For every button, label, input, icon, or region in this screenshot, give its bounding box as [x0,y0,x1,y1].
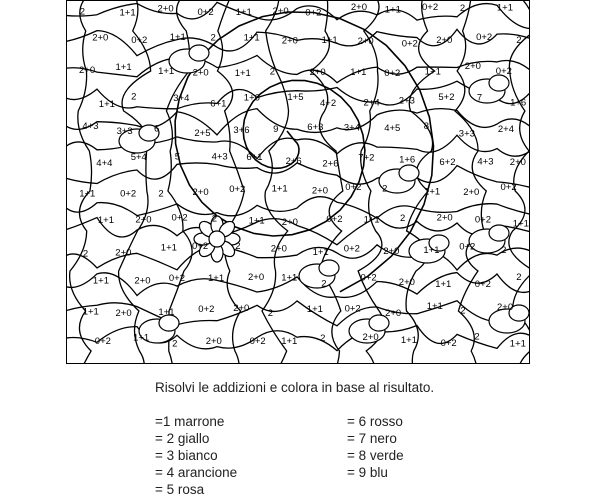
addition-label: 1+1 [160,242,177,254]
addition-label: 1+1 [115,62,132,73]
addition-label: 0+2 [495,66,512,78]
addition-label: 5+2 [438,91,455,103]
addition-label: 2+0 [192,187,209,198]
addition-label: 0+2 [345,182,362,194]
addition-label: 2+5 [194,128,211,140]
addition-label: 1+6 [399,154,416,166]
addition-label: 0+2 [171,212,188,224]
addition-label: 1+1 [133,332,150,344]
puzzle-drawing [67,1,530,364]
addition-label: 1+1 [350,66,367,78]
legend-item: = 4 arancione [155,465,238,480]
addition-label: 2 [459,3,466,14]
addition-label: 2 [269,66,276,78]
addition-label: 0+2 [440,338,457,349]
addition-label: 2+0 [281,217,298,229]
addition-label: 2 [382,183,388,195]
addition-label: 2 [158,188,164,200]
cloud-shape [189,45,209,61]
addition-label: 2 [501,244,507,256]
legend-item: =1 marrone [155,414,225,429]
addition-label: 2+0 [309,67,326,78]
addition-label: 2 [516,271,522,283]
addition-label: 0+2 [360,272,377,284]
addition-label: 1+1 [400,334,418,346]
addition-label: 2+0 [272,5,289,17]
addition-label: 1+1 [119,7,136,19]
addition-label: 1+1 [384,4,401,16]
addition-label: 0+2 [384,68,401,79]
addition-label: 2 [321,278,327,290]
addition-label: 2+0 [115,247,132,259]
addition-label: 0+2 [474,214,492,226]
addition-label: 7+2 [358,152,375,164]
addition-label: 2+0 [357,35,374,47]
addition-label: 2+0 [281,35,298,47]
addition-label: 1+6 [243,92,260,104]
addition-label: 1+1 [248,215,265,227]
addition-label: 2+0 [436,212,453,224]
addition-label: 2+0 [248,272,265,284]
addition-label: 5 [174,151,181,163]
cloud-shape [489,225,509,241]
addition-label: 1+1 [169,31,186,43]
addition-label: 2+0 [311,185,329,197]
addition-label: 2 [235,241,241,253]
color-by-number-puzzle [66,0,530,364]
addition-label: 2 [400,213,406,224]
addition-label: 5+4 [130,152,147,164]
addition-label: 1+1 [312,247,329,258]
addition-label: 2 [474,331,480,343]
addition-label: 1+1 [496,2,514,14]
addition-label: 1+1 [243,32,260,44]
addition-label: 1+1 [92,275,110,287]
addition-label: 1+1 [158,66,175,78]
legend-item: = 7 nero [347,431,397,446]
addition-label: 2+0 [350,1,368,13]
addition-label: 2+0 [92,32,109,44]
addition-label: 2+0 [134,275,151,287]
addition-label: 2+6 [285,156,302,168]
legend-item: = 8 verde [347,448,404,463]
addition-label: 3+6 [233,125,250,137]
addition-label: 2+0 [157,3,174,15]
addition-label: 9 [273,123,279,135]
addition-label: 2+0 [497,302,514,314]
addition-label: 2 [460,305,466,317]
addition-label: 0+2 [401,38,418,50]
addition-label: 0+2 [120,188,137,200]
addition-label: 0+2 [249,335,266,347]
addition-label: 1+1 [281,272,298,284]
addition-label: 2 [82,248,89,260]
addition-label: 1+1 [82,306,99,318]
addition-label: 4+3 [82,121,99,132]
addition-label: 2+0 [79,64,96,76]
addition-label: 1+1 [98,98,115,110]
addition-label: 2+0 [135,214,152,226]
addition-label: 2+0 [463,186,480,198]
addition-label: 1+1 [363,214,380,226]
color-legend-right [347,413,404,481]
addition-label: 0+2 [476,32,493,44]
legend-item: = 9 blu [347,465,388,480]
addition-label: 7 [476,92,483,104]
addition-label: 2+0 [398,276,415,288]
addition-label: 0+2 [344,303,361,315]
addition-label: 2+0 [464,61,481,72]
addition-label: 4+2 [320,97,337,109]
addition-label: 1+1 [426,301,443,313]
addition-label: 1+1 [424,66,441,78]
legend-item: = 3 bianco [155,448,218,463]
addition-label: 1+1 [306,303,323,315]
addition-label: 2+4 [363,97,380,109]
addition-label: 6+3 [307,122,324,133]
instructions-text: Risolvi le addizioni e colora in base al risultato. [155,380,435,395]
addition-label: 2+6 [322,158,339,170]
addition-label: 6+2 [439,157,456,169]
addition-label: 2 [210,32,216,44]
addition-label: 2+0 [205,336,222,347]
addition-label: 6+1 [246,151,263,163]
addition-label: 0+2 [474,278,491,290]
addition-label: 6 [154,123,160,135]
cloud-shape [319,260,339,276]
addition-label: 0+2 [168,273,186,284]
addition-label: 0+2 [198,303,215,315]
cloud-shape [489,75,509,91]
addition-label: 2+0 [362,331,379,343]
addition-label: 0+2 [305,7,322,19]
addition-label: 3+4 [343,122,361,134]
addition-label: 2 [131,91,137,103]
flower-center [209,231,225,247]
addition-label: 2+3 [398,95,415,107]
legend-item: = 2 giallo [155,431,210,446]
addition-label: 2 [172,338,178,350]
addition-label: 0+2 [422,2,439,14]
color-legend-left [155,413,237,498]
addition-label: 1+6 [510,97,527,109]
addition-label: 2+0 [233,302,250,314]
addition-label: 8 [423,121,429,132]
addition-label: 2 [320,333,326,345]
addition-label: 1+1 [424,186,441,198]
addition-label: 1+1 [158,306,175,318]
addition-label: 2+0 [509,156,526,168]
addition-label: 2+0 [270,243,287,255]
addition-label: 1+1 [321,35,338,47]
addition-label: 2 [79,6,86,18]
addition-label: 1+1 [435,278,452,290]
addition-label: 2+4 [497,124,515,136]
legend-item: = 5 rosa [155,482,205,497]
addition-label: 1+1 [97,215,115,226]
addition-label: 2 [267,308,274,319]
addition-label: 1+5 [287,92,304,104]
addition-label: 1+1 [235,7,252,18]
addition-label: 2+0 [192,67,209,79]
addition-label: 0+2 [459,241,476,253]
addition-label: 4+4 [96,158,113,169]
addition-label: 1+1 [512,218,529,230]
addition-label: 4+3 [477,156,494,168]
addition-label: 0+2 [197,7,214,18]
addition-label: 3+4 [173,93,190,105]
addition-label: 1+1 [234,68,251,79]
addition-label: 1+1 [271,183,288,195]
addition-label: 2+0 [115,308,132,320]
addition-label: 6+1 [210,98,227,110]
addition-label: 1+1 [79,188,96,200]
addition-label: 1+1 [281,335,298,347]
addition-label: 1+1 [509,338,526,350]
addition-label: 3+3 [116,126,133,137]
addition-label: 2+0 [385,308,402,320]
addition-label: 0+2 [500,182,517,194]
addition-label: 1+1 [208,273,225,285]
addition-label: 2+0 [436,35,453,46]
addition-label: 4+5 [384,123,401,135]
cloud-shape [399,165,419,181]
addition-label: 2 [211,213,217,225]
addition-label: 1+1 [423,244,440,256]
addition-label: 0+2 [94,336,111,348]
addition-label: 0+2 [326,214,343,226]
addition-label: 0+2 [192,241,209,253]
addition-label: 3+3 [458,128,475,140]
addition-label: 4+3 [211,151,228,163]
addition-label: 2 [516,35,522,47]
legend-item: = 6 rosso [347,414,403,429]
addition-label: 0+2 [343,243,360,255]
addition-label: 0+2 [229,183,246,195]
addition-label: 2+0 [383,246,400,257]
addition-label: 0+2 [131,34,148,46]
region-boundary [67,55,530,82]
